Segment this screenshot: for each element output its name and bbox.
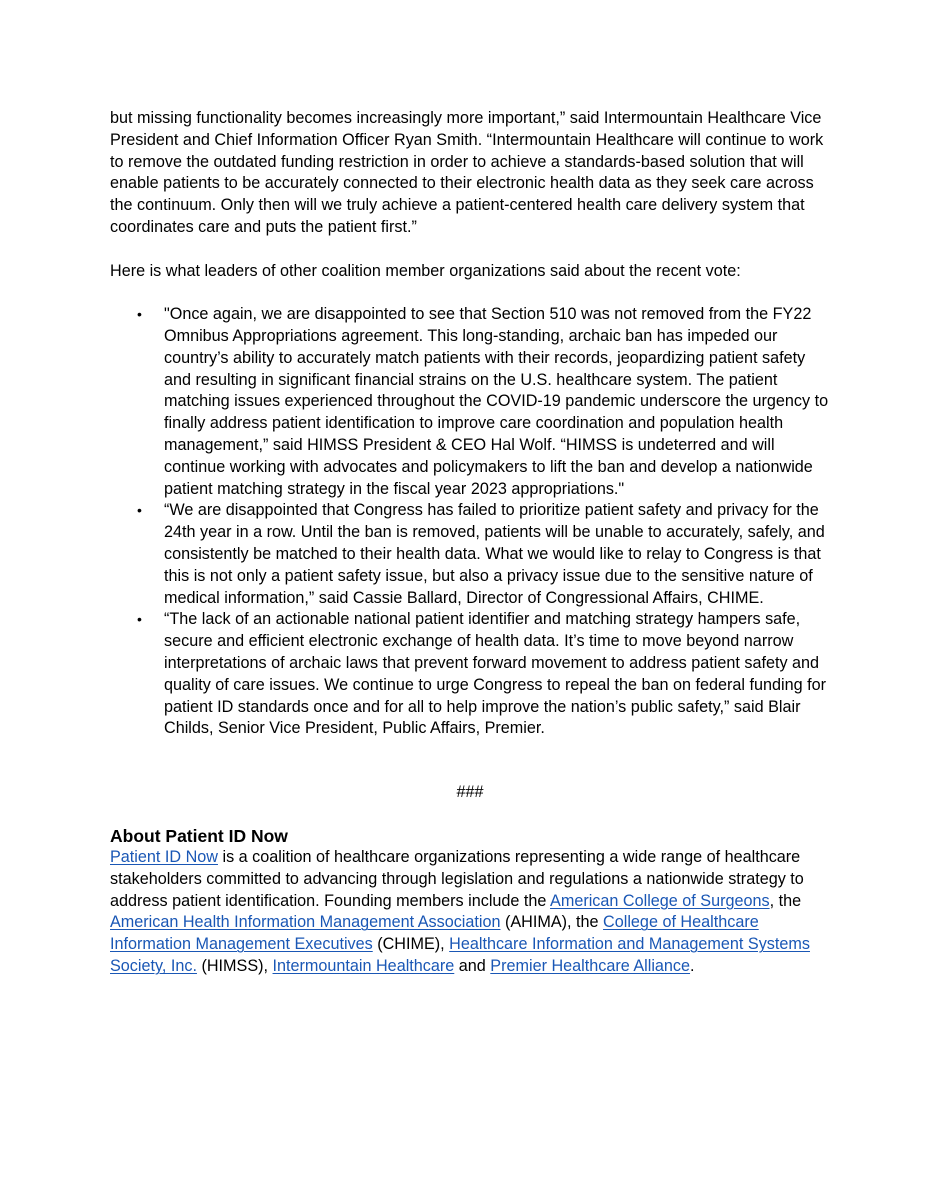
- section-separator: ###: [456, 783, 484, 802]
- intro-paragraph: but missing functionality becomes increasingly more important,” said Intermountain Healthcare Vice President and Chief Information Officer Ryan Smith. “Intermountain Healthcare will continue to work to remove the outdated funding restriction in order to achieve a standards-based solution that will enable patients to be accurately connected to their electronic health data as they seek care across the continuum. Only then will we truly achieve a patient-centered health care delivery system that coordinates care and puts the patient first.”: [110, 109, 824, 236]
- quotes-list: [110, 304, 830, 740]
- about-text: .: [690, 956, 695, 975]
- quote-text: “We are disappointed that Congress has failed to prioritize patient safety and privacy for the 24th year in a row. Until the ban is removed, patients will be unable to accurately, safely, and consistently be matched to their health data. What we would like to relay to Congress is that this is not only a patient safety issue, but also a privacy issue due to the sensitive nature of medical information,” said Cassie Ballard, Director of Congressional Affairs, CHIME.: [164, 501, 825, 607]
- about-text: and: [454, 956, 491, 975]
- bullet-icon: •: [137, 306, 142, 323]
- about-text: , the: [769, 891, 802, 910]
- quote-text: "Once again, we are disappointed to see that Section 510 was not removed from the FY22 Omnibus Appropriations agreement. This long-standing, archaic ban has impeded our country’s ability to accurately match patients with their records, jeopardizing patient safety and resulting in significant financial strains on the U.S. healthcare system. The patient matching issues experienced throughout the COVID-19 pandemic underscore the urgency to finally address patient identification to improve care coordination and population health management,” said HIMSS President & CEO Hal Wolf. “HIMSS is undeterred and will continue working with advocates and policymakers to lift the ban and develop a nationwide patient matching strategy in the fiscal year 2023 appropriations.": [164, 305, 829, 498]
- lead-paragraph: Here is what leaders of other coalition member organizations said about the recent vote:: [110, 261, 741, 280]
- link-chime[interactable]: College of Healthcare Information Management Executives: [110, 913, 759, 954]
- bullet-icon: •: [137, 502, 142, 519]
- link-patient-id-now[interactable]: Patient ID Now: [110, 847, 218, 866]
- link-intermountain-healthcare[interactable]: Intermountain Healthcare: [272, 956, 455, 975]
- about-text: (HIMSS),: [196, 956, 273, 975]
- about-text: (AHIMA), the: [500, 913, 604, 932]
- quote-item-chime: [110, 500, 830, 609]
- link-premier-healthcare-alliance[interactable]: Premier Healthcare Alliance: [490, 956, 691, 975]
- about-heading: About Patient ID Now: [110, 825, 288, 846]
- link-american-college-of-surgeons[interactable]: American College of Surgeons: [550, 891, 770, 910]
- link-himss[interactable]: Healthcare Information and Management Systems Society, Inc.: [110, 935, 810, 975]
- quote-text: “The lack of an actionable national patient identifier and matching strategy hampers safe, secure and efficient electronic exchange of health data. It’s time to move beyond narrow interpretations of archaic laws that prevent forward movement to address patient safety and quality of care issues. We continue to urge Congress to repeal the ban on federal funding for patient ID standards once and for all to help improve the nation’s public safety,” said Blair Childs, Senior Vice President, Public Affairs, Premier.: [164, 610, 826, 738]
- quote-item-premier: [110, 609, 830, 740]
- bullet-icon: •: [137, 611, 142, 628]
- quote-item-himss: [110, 304, 830, 500]
- document-page: [110, 108, 830, 978]
- about-text: is a coalition of healthcare organizations representing a wide range of healthcare stakeholders committed to advancing through legislation and regulations a nationwide strategy to address patient identification. Founding members include the: [110, 847, 804, 910]
- link-ahima[interactable]: American Health Information Management Association: [110, 913, 501, 932]
- about-paragraph: [110, 847, 830, 978]
- about-text: (CHIME),: [372, 935, 450, 954]
